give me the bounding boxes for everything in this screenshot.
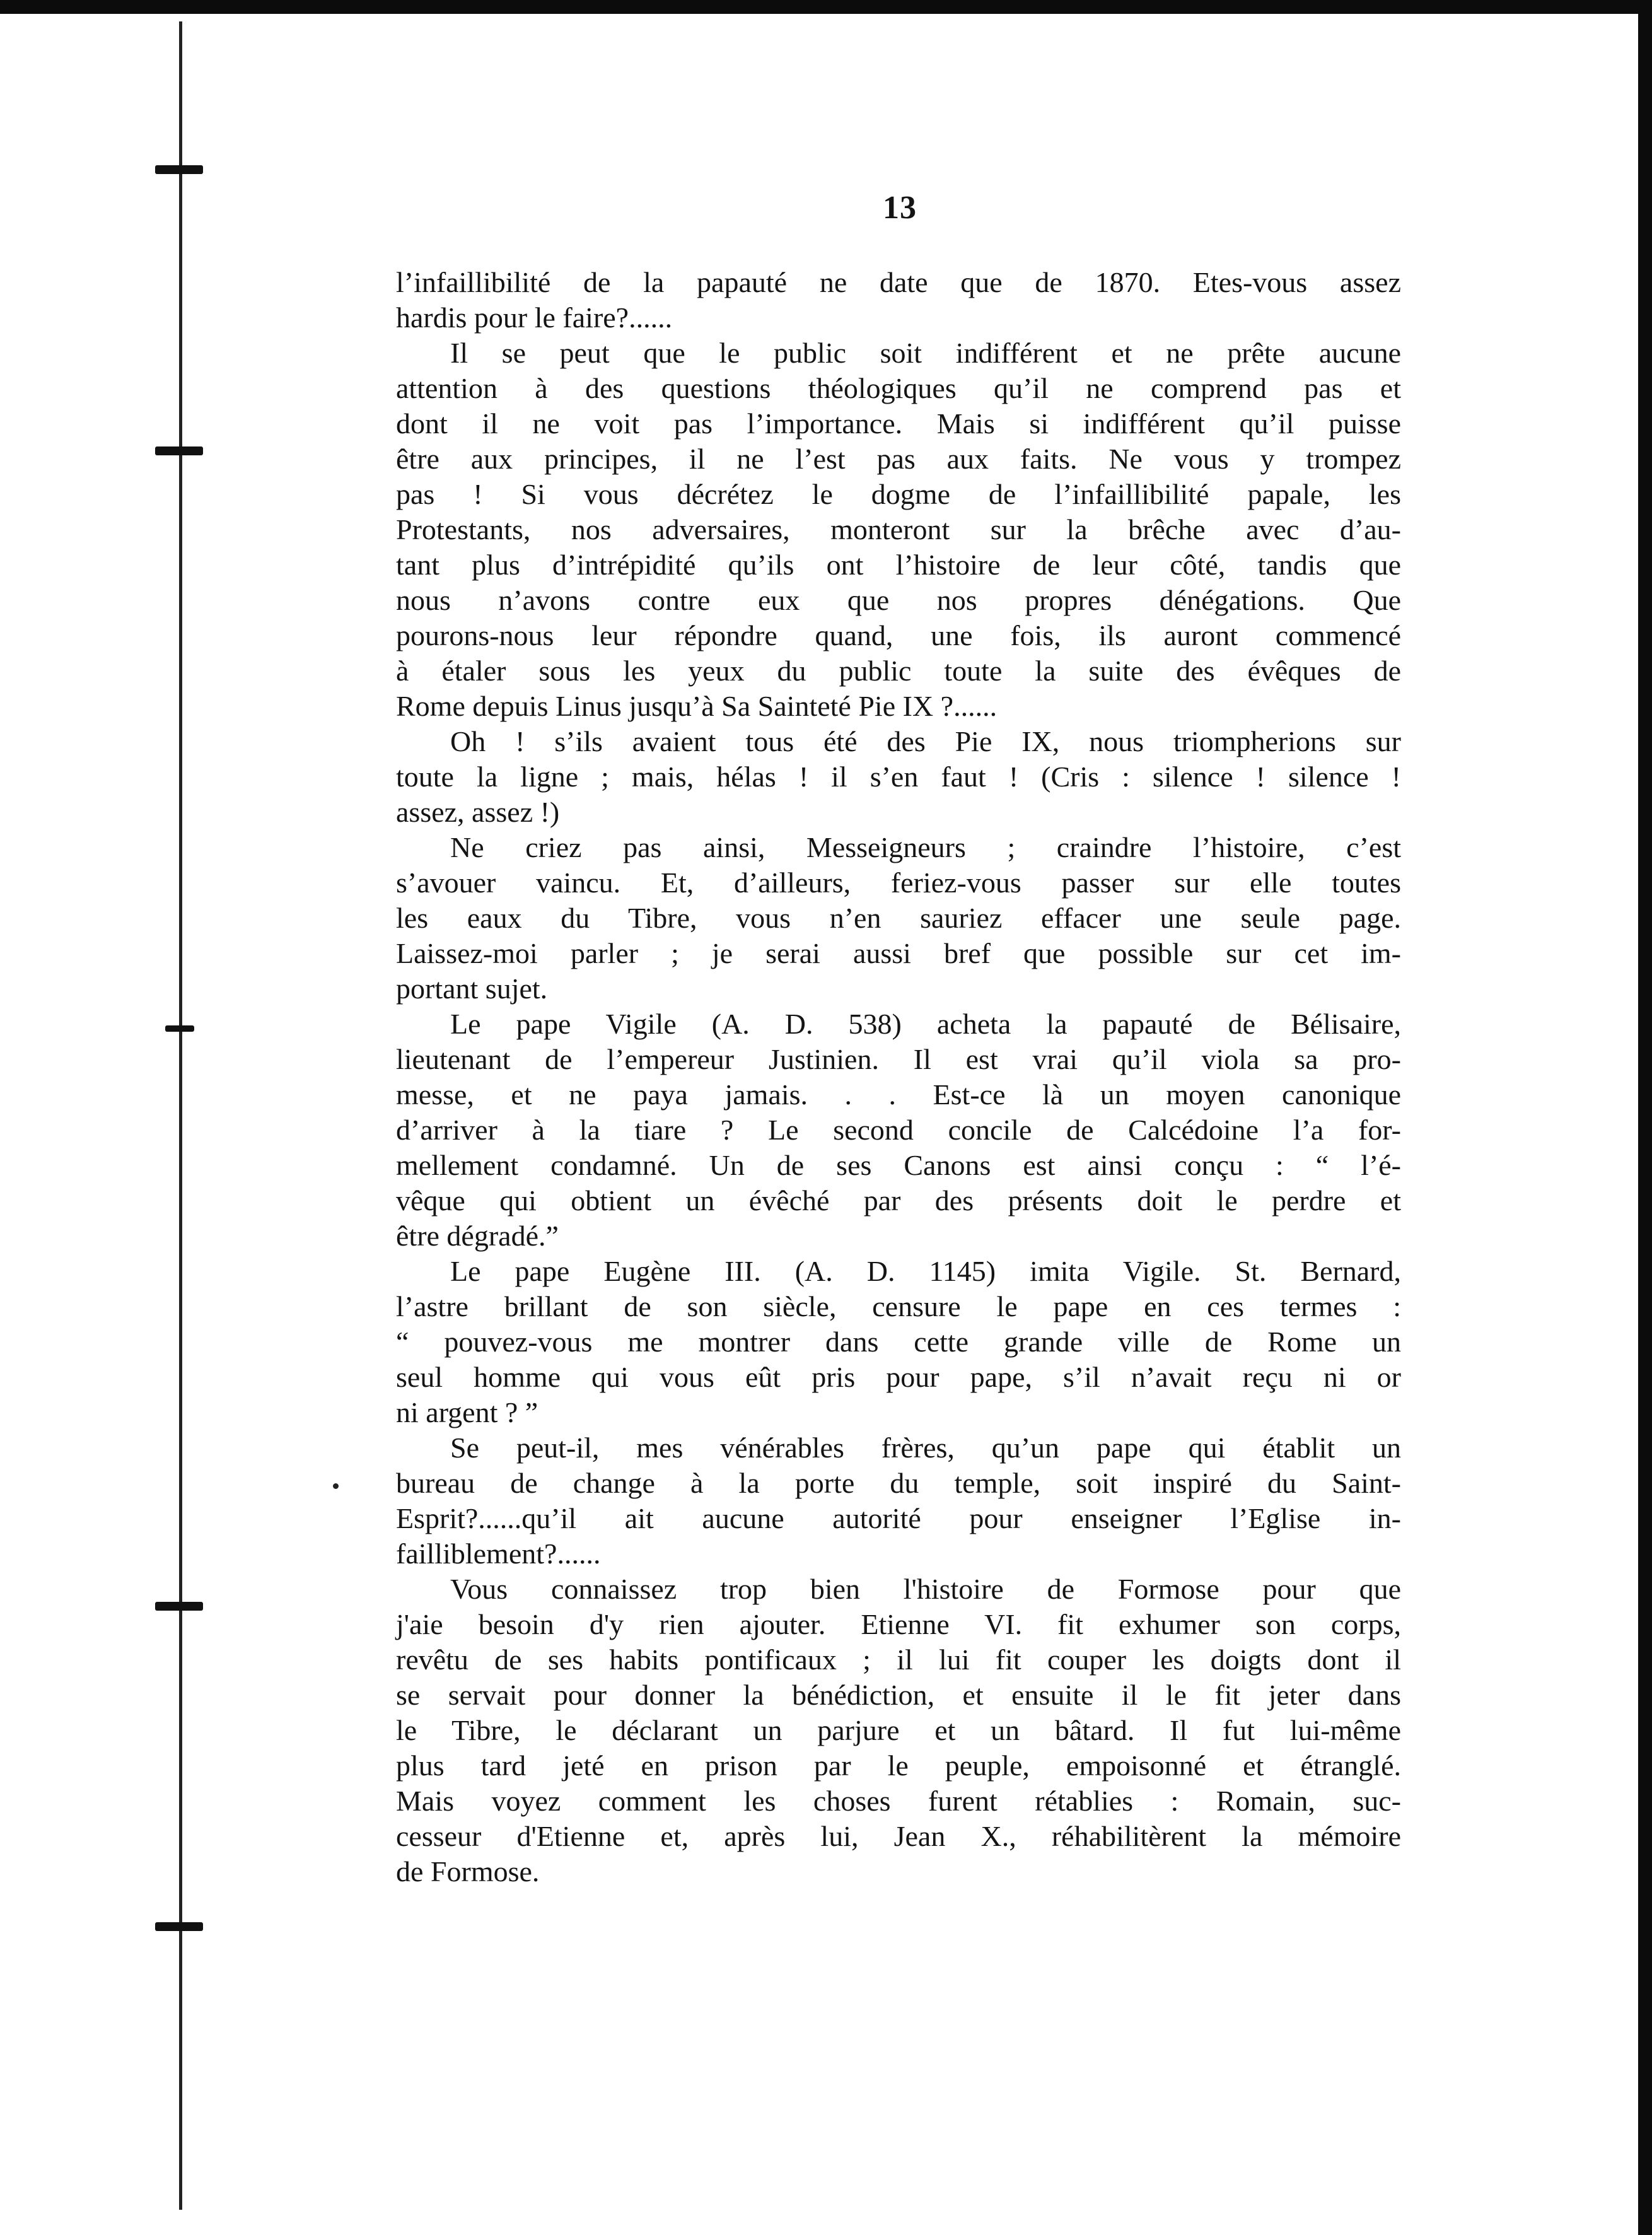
binding-stitch-mark xyxy=(155,1602,203,1611)
text-line: être dégradé.” xyxy=(396,1220,559,1252)
text-line: plus tard jeté en prison par le peuple, empoisonné et étranglé. xyxy=(396,1749,1401,1782)
text-line: Le pape Vigile (A. D. 538) acheta la papauté de Bélisaire, xyxy=(450,1008,1401,1040)
binding-stitch-line xyxy=(179,21,182,2210)
text-line: Ne criez pas ainsi, Messeigneurs ; craindre l’histoire, c’est xyxy=(450,831,1401,863)
text-line: se servait pour donner la bénédiction, et ensuite il le fit jeter dans xyxy=(396,1679,1401,1711)
text-line: Oh ! s’ils avaient tous été des Pie IX, nous triompherions sur xyxy=(450,725,1401,757)
text-line: mellement condamné. Un de ses Canons est ainsi conçu : “ l’é- xyxy=(396,1149,1401,1181)
text-line: Il se peut que le public soit indifférent et ne prête aucune xyxy=(450,337,1401,369)
binding-stitch-mark xyxy=(155,165,203,174)
text-line: dont il ne voit pas l’importance. Mais si indifférent qu’il puisse xyxy=(396,407,1401,440)
text-line: seul homme qui vous eût pris pour pape, s’il n’avait reçu ni or xyxy=(396,1361,1401,1393)
text-line: Esprit?......qu’il ait aucune autorité pour enseigner l’Eglise in- xyxy=(396,1502,1401,1534)
text-line: tant plus d’intrépidité qu’ils ont l’histoire de leur côté, tandis que xyxy=(396,549,1401,581)
text-line: Se peut-il, mes vénérables frères, qu’un pape qui établit un xyxy=(450,1432,1401,1464)
text-line: s’avouer vaincu. Et, d’ailleurs, feriez-vous passer sur elle toutes xyxy=(396,867,1401,899)
text-line: lieutenant de l’empereur Justinien. Il est vrai qu’il viola sa pro- xyxy=(396,1043,1401,1075)
binding-stitch-mark xyxy=(165,1025,194,1032)
text-line: de Formose. xyxy=(396,1855,540,1888)
scan-border-top xyxy=(0,0,1652,14)
text-line: Mais voyez comment les choses furent rétablies : Romain, suc- xyxy=(396,1785,1401,1817)
text-line: nous n’avons contre eux que nos propres dénégations. Que xyxy=(396,584,1401,616)
text-line: messe, et ne paya jamais. . . Est-ce là un moyen canonique xyxy=(396,1078,1401,1111)
body-text xyxy=(396,265,1401,1889)
text-line: à étaler sous les yeux du public toute la suite des évêques de xyxy=(396,655,1401,687)
text-line: les eaux du Tibre, vous n’en sauriez effacer une seule page. xyxy=(396,902,1401,934)
text-line: “ pouvez-vous me montrer dans cette grande ville de Rome un xyxy=(396,1326,1401,1358)
text-line: cesseur d'Etienne et, après lui, Jean X., réhabilitèrent la mémoire xyxy=(396,1820,1401,1852)
text-line: bureau de change à la porte du temple, soit inspiré du Saint- xyxy=(396,1467,1401,1499)
text-line: toute la ligne ; mais, hélas ! il s’en faut ! (Cris : silence ! silence ! xyxy=(396,761,1401,793)
text-line: l’infaillibilité de la papauté ne date que de 1870. Etes-vous assez xyxy=(396,266,1401,298)
text-line: Protestants, nos adversaires, monteront sur la brêche avec d’au- xyxy=(396,513,1401,546)
text-line: Rome depuis Linus jusqu’à Sa Sainteté Pie IX ?...... xyxy=(396,690,998,722)
text-line: pas ! Si vous décrétez le dogme de l’infaillibilité papale, les xyxy=(396,478,1401,510)
ink-speck xyxy=(333,1483,339,1489)
text-line: assez, assez !) xyxy=(396,796,560,828)
text-line: être aux principes, il ne l’est pas aux faits. Ne vous y trompez xyxy=(396,443,1401,475)
text-line: d’arriver à la tiare ? Le second concile de Calcédoine l’a for- xyxy=(396,1114,1401,1146)
text-line: hardis pour le faire?...... xyxy=(396,301,673,334)
page-number: 13 xyxy=(883,190,917,226)
text-line: Le pape Eugène III. (A. D. 1145) imita Vigile. St. Bernard, xyxy=(450,1255,1401,1287)
text-line: vêque qui obtient un évêché par des présents doit le perdre et xyxy=(396,1184,1401,1217)
text-line: attention à des questions théologiques qu’il ne comprend pas et xyxy=(396,372,1401,404)
binding-stitch-mark xyxy=(155,446,203,455)
text-line: pourons-nous leur répondre quand, une fois, ils auront commencé xyxy=(396,619,1401,651)
text-line: revêtu de ses habits pontificaux ; il lui fit couper les doigts dont il xyxy=(396,1643,1401,1676)
text-line: le Tibre, le déclarant un parjure et un bâtard. Il fut lui-même xyxy=(396,1714,1401,1746)
text-line: ni argent ? ” xyxy=(396,1396,538,1428)
text-line: failliblement?...... xyxy=(396,1538,601,1570)
text-line: Laissez-moi parler ; je serai aussi bref que possible sur cet im- xyxy=(396,937,1401,969)
text-line: Vous connaissez trop bien l'histoire de Formose pour que xyxy=(450,1573,1401,1605)
scan-border-right xyxy=(1638,0,1652,2235)
binding-stitch-mark xyxy=(155,1922,203,1931)
text-line: l’astre brillant de son siècle, censure le pape en ces termes : xyxy=(396,1290,1401,1322)
text-line: portant sujet. xyxy=(396,972,548,1005)
text-line: j'aie besoin d'y rien ajouter. Etienne VI. fit exhumer son corps, xyxy=(396,1608,1401,1640)
